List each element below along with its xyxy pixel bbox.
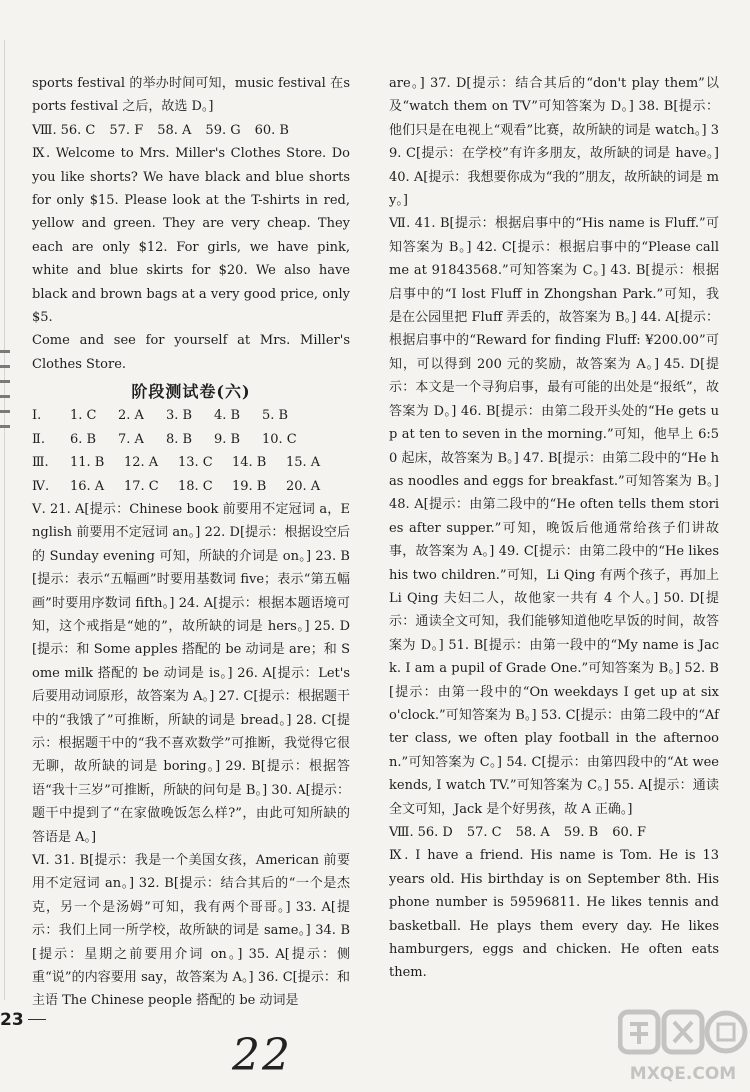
answer-item: 57. F xyxy=(109,122,144,138)
answer-item: 59. B xyxy=(563,825,599,840)
answer-item: 60. B xyxy=(254,122,289,138)
section-label: Ⅳ. xyxy=(32,478,50,494)
left-vi-paragraph: Ⅵ. 31. B[提示：我是一个美国女孩，American 前要用不定冠词 an。] 32. B[提示：结合其后的“一个是杰克，另一个是汤姆”可知，我有两个哥哥。] 33. A[提示：我们上同一所学校，故所缺的词是 same。] 34. B[提示：星期之前要用介词 on。] 35. A[提示：侧重“说”的内容要用 say，故答案为 A。] 36. C[提示：和主语 The Chinese people 搭配的 be 动词是 xyxy=(32,853,350,1009)
answer-item: 16. A xyxy=(70,478,105,494)
answer-item: 19. B xyxy=(232,478,267,494)
watermark xyxy=(618,1008,748,1092)
page-spine-line xyxy=(4,40,5,1000)
section-label: Ⅷ. xyxy=(389,825,414,840)
answer-item: 5. B xyxy=(262,408,289,424)
answer-item: 7. A xyxy=(118,431,144,447)
answer-item: 4. B xyxy=(214,408,241,424)
answer-item: 6. B xyxy=(70,431,97,447)
left-column xyxy=(32,72,350,1013)
watermark-url: MXQE.COM xyxy=(629,1064,737,1084)
left-viii-answer-row xyxy=(32,119,350,142)
section-title: 阶段测试卷(六) xyxy=(131,382,251,402)
answer-item: 58. A xyxy=(157,122,192,138)
binding-mark xyxy=(0,350,10,460)
right-ix-paragraph: Ⅸ. I have a friend. His name is Tom. He is 13 years old. His birthday is on September 8th. His phone number is 59596811. He likes tennis and basketball. He plays them every day. He likes hamburgers, eggs and chicken. He often eats them. xyxy=(389,848,719,981)
right-column xyxy=(389,72,719,985)
page-number: 23 xyxy=(0,1010,24,1030)
answer-item: 14. B xyxy=(232,455,267,471)
answer-item: 8. B xyxy=(166,431,193,447)
left-v-paragraph: Ⅴ. 21. A[提示：Chinese book 前要用不定冠词 a，English 前要用不定冠词 an。] 22. D[提示：根据设空后的 Sunday evening 可知，所缺的介词是 on。] 23. B[提示：表示“五幅画”时要用基数词 five；表示“第五幅画”时要用序数词 fifth。] 24. A[提示：根据本题语境可知，这个戒指是“她的”，故所缺的词是 hers。] 25. D[提示：和 Some apples 搭配的 be 动词是 are；和 Some milk 搭配的 be 动词是 is。] 26. A[提示：Let's 后要用动词原形，故答案为 A。] 27. C[提示：根据题干中的“我饿了”可推断，所缺的词是 bread。] 28. C[提示：根据题干中的“我不喜欢数学”可推断，我觉得它很无聊，故所缺的词是 boring。] 29. B[提示：根据答语“我十三岁”可推断，所缺的问句是 B。] 30. A[提示：题干中提到了“在家做晚饭怎么样?”，由此可知所缺的答语是 A。] xyxy=(32,501,350,845)
answer-item: 18. C xyxy=(178,478,213,494)
answer-item: 12. A xyxy=(124,455,159,471)
answer-row-i xyxy=(32,404,350,427)
answer-item: 58. A xyxy=(515,825,550,840)
answer-item: 59. G xyxy=(205,122,241,138)
handwritten-note: 22 xyxy=(232,1030,292,1081)
answer-item: 9. B xyxy=(214,431,241,447)
answer-item: 60. F xyxy=(612,825,647,840)
answer-item: 17. C xyxy=(124,478,159,494)
section-label: Ⅲ. xyxy=(32,455,49,471)
left-ix-paragraph: Ⅸ. Welcome to Mrs. Miller's Clothes Store. Do you like shorts? We have black and blue shorts for only $15. Please look at the T-shirts in red, yellow and green. They are very cheap. They each are only $12. For girls, we have pink, white and blue skirts for $20. We also have black and brown bags at a very good price, only $5. xyxy=(32,146,350,326)
answer-item: 56. D xyxy=(417,825,453,840)
section-label: Ⅰ. xyxy=(32,408,42,424)
section-label: Ⅷ. xyxy=(32,122,57,138)
right-vii-paragraph: Ⅶ. 41. B[提示：根据启事中的“His name is Fluff.”可知答案为 B。] 42. C[提示：根据启事中的“Please call me at 91843568.”可知答案为 C。] 43. B[提示：根据启事中的“I lost Fluff in Zhongshan Park.”可知，我是在公园里把 Fluff 弄丢的，故答案为 B。] 44. A[提示：根据启事中的“Reward for finding Fluff: ¥200.00”可知，可以得到 200 元的奖励，故答案为 A。] 45. D[提示：本文是一个寻狗启事，最有可能的出处是“报纸”，故答案为 D。] 46. B[提示：由第二段开头处的“He gets up at ten to seven in the morning.”可知，他早上 6:50 起床，故答案为 B。] 47. B[提示：由第二段中的“He has noodles and eggs for breakfast.”可知答案为 B。] 48. A[提示：由第二段中的“He often tells them stories after supper.”可知，晚饭后他通常给孩子们讲故事，故答案为 A。] 49. C[提示：由第二段中的“He likes his two children.”可知，Li Qing 有两个孩子，再加上 Li Qing 夫妇二人，故他家一共有 4 个人。] 50. D[提示：通读全文可知，我们能够知道他吃早饭的时间，故答案为 D。] 51. B[提示：由第一段中的“My name is Jack. I am a pupil of Grade One.”可知答案为 B。] 52. B[提示：由第一段中的“On weekdays I get up at six o'clock.”可知答案为 B。] 53. C[提示：由第二段中的“After class, we often play football in the afternoon.”可知答案为 C。] 54. C[提示：由第四段中的“At weekends, I watch TV.”可知答案为 C。] 55. A[提示：通读全文可知，Jack 是个好男孩，故 A 正确。] xyxy=(389,216,719,817)
answer-item: 13. C xyxy=(178,455,213,471)
left-intro-paragraph: sports festival 的举办时间可知，music festival 在sports festival 之后，故选 D。] xyxy=(32,76,350,115)
answer-item: 3. B xyxy=(166,408,193,424)
answer-item: 1. C xyxy=(70,408,97,424)
answer-item: 10. C xyxy=(262,431,297,447)
answer-item: 11. B xyxy=(70,455,105,471)
answer-item: 57. C xyxy=(466,825,502,840)
left-ix-closing: Come and see for yourself at Mrs. Miller's Clothes Store. xyxy=(32,333,350,372)
section-label: Ⅱ. xyxy=(32,431,45,447)
right-top-paragraph: are。] 37. D[提示：结合其后的“don't play them”以及“watch them on TV”可知答案为 D。] 38. B[提示：他们只是在电视上“观看”比赛，故所缺的词是 watch。] 39. C[提示：在学校”有许多朋友，故所缺的词是 have。] 40. A[提示：我想要你成为“我的”朋友，故所缺的词是 my。] xyxy=(389,76,719,209)
page-number-dash xyxy=(28,1019,46,1020)
answer-item: 2. A xyxy=(118,408,144,424)
answer-row-ii xyxy=(32,428,350,451)
right-viii-answer-row xyxy=(389,821,719,844)
watermark-logo-icon xyxy=(618,1008,748,1060)
answer-row-iii xyxy=(32,451,350,474)
answer-row-iv xyxy=(32,475,350,498)
answer-item: 20. A xyxy=(286,478,321,494)
answer-item: 56. C xyxy=(60,122,96,138)
answer-item: 15. A xyxy=(286,455,321,471)
